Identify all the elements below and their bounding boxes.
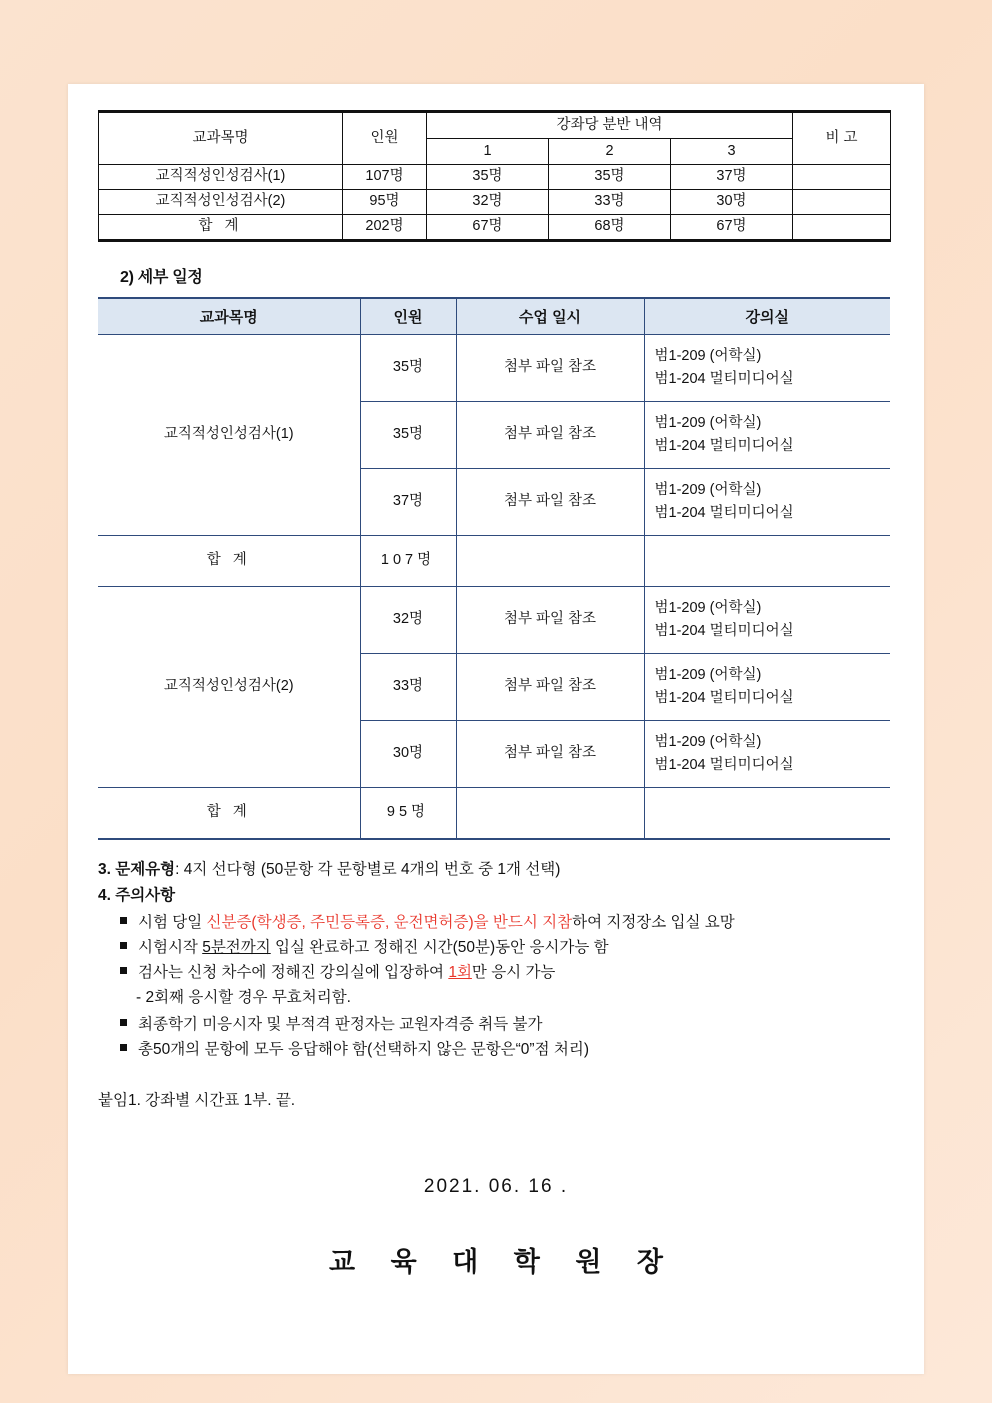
notes-section [98, 858, 896, 1063]
precautions-list-2 [120, 1012, 896, 1062]
cell-datetime: 첨부 파일 참조 [456, 334, 644, 401]
document-page [68, 84, 924, 1374]
room-line-1: 범1-209 (어학실) [654, 482, 762, 499]
bullet-text-plain-2: 만 응시 가능 [471, 963, 556, 981]
table-row [98, 334, 890, 401]
header-subject: 교과목명 [98, 298, 360, 335]
header-subject: 교과목명 [99, 112, 343, 165]
bullet-text-plain: 총50개의 문항에 모두 응답해야 함(선택하지 않은 문항은“0”점 처리) [138, 1041, 589, 1059]
cell-room [644, 720, 890, 787]
section-heading: 2) 세부 일정 [120, 268, 203, 286]
header-count: 인원 [343, 112, 427, 165]
cell-total-count: 95명 [360, 787, 456, 839]
cell-total-count: 107명 [360, 535, 456, 586]
bullet-text-highlight: 신분증(학생증, 주민등록증, 운전면허증)을 반드시 지참 [206, 913, 573, 931]
table-row [99, 189, 891, 214]
cell-room [644, 653, 890, 720]
document-date: 2021. 06. 16 . [423, 1176, 569, 1198]
header-room: 강의실 [644, 298, 890, 335]
cell-total-label: 합 계 [98, 535, 360, 586]
bullet-text-plain-2: 하여 지정장소 입실 요망 [572, 913, 735, 931]
room-line-1: 범1-209 (어학실) [654, 415, 762, 432]
attachment-note: 붙임1. 강좌별 시간표 1부. 끝. [98, 1092, 296, 1110]
sub-note: - 2회째 응시할 경우 무효처리함. [136, 988, 351, 1006]
cell-total-group-3: 67명 [671, 214, 793, 240]
cell-subject: 교직적성인성검사(1) [98, 334, 360, 535]
list-item [120, 1012, 896, 1037]
header-group-3: 3 [671, 139, 793, 165]
bullet-text-plain: 검사는 신청 차수에 정해진 강의실에 입장하여 [138, 963, 449, 981]
table-row [99, 165, 891, 190]
cell-count: 32명 [360, 586, 456, 653]
list-item [120, 1037, 896, 1062]
cell-note [793, 189, 891, 214]
cell-count: 35명 [360, 401, 456, 468]
cell-group-1: 32명 [427, 189, 549, 214]
cell-room [644, 334, 890, 401]
room-line-2: 범1-204 멀티미디어실 [654, 437, 794, 454]
header-note: 비 고 [793, 112, 891, 165]
cell-datetime: 첨부 파일 참조 [456, 653, 644, 720]
cell-subject: 교직적성인성검사(2) [98, 586, 360, 787]
bullet-text-underline: 5분전까지 [202, 938, 271, 956]
room-line-1: 범1-209 (어학실) [654, 600, 762, 617]
cell-count: 30명 [360, 720, 456, 787]
cell-total-room [644, 535, 890, 586]
room-line-1: 범1-209 (어학실) [654, 667, 762, 684]
header-datetime: 수업 일시 [456, 298, 644, 335]
cell-total-datetime [456, 787, 644, 839]
cell-count: 35명 [360, 334, 456, 401]
cell-count: 33명 [360, 653, 456, 720]
list-item [120, 960, 896, 985]
cell-room [644, 468, 890, 535]
cell-subject: 교직적성인성검사(1) [99, 165, 343, 190]
cell-count: 107명 [343, 165, 427, 190]
room-line-1: 범1-209 (어학실) [654, 734, 762, 751]
cell-total-group-1: 67명 [427, 214, 549, 240]
summary-table [98, 110, 891, 242]
cell-subject: 교직적성인성검사(2) [99, 189, 343, 214]
cell-total-group-2: 68명 [549, 214, 671, 240]
room-line-2: 범1-204 멀티미디어실 [654, 689, 794, 706]
item-3-label: 3. 문제유형 [98, 860, 176, 878]
cell-room [644, 586, 890, 653]
cell-group-2: 33명 [549, 189, 671, 214]
cell-room [644, 401, 890, 468]
item-3 [98, 858, 896, 882]
schedule-header-row [98, 298, 890, 335]
cell-datetime: 첨부 파일 참조 [456, 401, 644, 468]
bullet-square-icon [120, 942, 127, 949]
item-3-text: : 4지 선다형 (50문항 각 문항별로 4개의 번호 중 1개 선택) [175, 860, 561, 878]
cell-total-datetime [456, 535, 644, 586]
document-content [96, 110, 896, 1279]
bullet-square-icon [120, 1019, 127, 1026]
list-item [120, 910, 896, 935]
room-line-2: 범1-204 멀티미디어실 [654, 504, 794, 521]
item-4-label: 4. 주의사항 [98, 886, 176, 904]
room-line-2: 범1-204 멀티미디어실 [654, 622, 794, 639]
header-count: 인원 [360, 298, 456, 335]
cell-total-note [793, 214, 891, 240]
cell-group-1: 35명 [427, 165, 549, 190]
bullet-square-icon [120, 967, 127, 974]
bullet-text-plain: 최종학기 미응시자 및 부적격 판정자는 교원자격증 취득 불가 [138, 1016, 543, 1033]
list-item [120, 935, 896, 960]
cell-note [793, 165, 891, 190]
bullet-text-plain: 시험시작 [138, 938, 203, 956]
precautions-list [120, 910, 896, 985]
table-total-row [98, 787, 890, 839]
table-total-row [98, 535, 890, 586]
cell-datetime: 첨부 파일 참조 [456, 468, 644, 535]
table-row [98, 586, 890, 653]
room-line-2: 범1-204 멀티미디어실 [654, 370, 794, 387]
cell-total-room [644, 787, 890, 839]
cell-count: 95명 [343, 189, 427, 214]
bullet-text-highlight: 1회 [448, 963, 472, 981]
bullet-square-icon [120, 1044, 127, 1051]
cell-total-label: 합 계 [98, 787, 360, 839]
bullet-text-plain-2: 입실 완료하고 정해진 시간(50분)동안 응시가능 함 [270, 938, 609, 956]
bullet-text-plain: 시험 당일 [138, 913, 207, 931]
cell-datetime: 첨부 파일 참조 [456, 720, 644, 787]
room-line-2: 범1-204 멀티미디어실 [654, 756, 794, 773]
cell-group-3: 30명 [671, 189, 793, 214]
table-total-row [99, 214, 891, 240]
cell-count: 37명 [360, 468, 456, 535]
header-group: 강좌당 분반 내역 [427, 112, 793, 139]
cell-total-count: 202명 [343, 214, 427, 240]
room-line-1: 범1-209 (어학실) [654, 348, 762, 365]
header-group-1: 1 [427, 139, 549, 165]
cell-group-2: 35명 [549, 165, 671, 190]
cell-total-label: 합 계 [99, 214, 343, 240]
header-group-2: 2 [549, 139, 671, 165]
table-header-row [99, 112, 891, 139]
cell-group-3: 37명 [671, 165, 793, 190]
cell-datetime: 첨부 파일 참조 [456, 586, 644, 653]
schedule-table [98, 297, 890, 840]
bullet-square-icon [120, 917, 127, 924]
signature-title: 교 육 대 학 원 장 [329, 1247, 677, 1278]
